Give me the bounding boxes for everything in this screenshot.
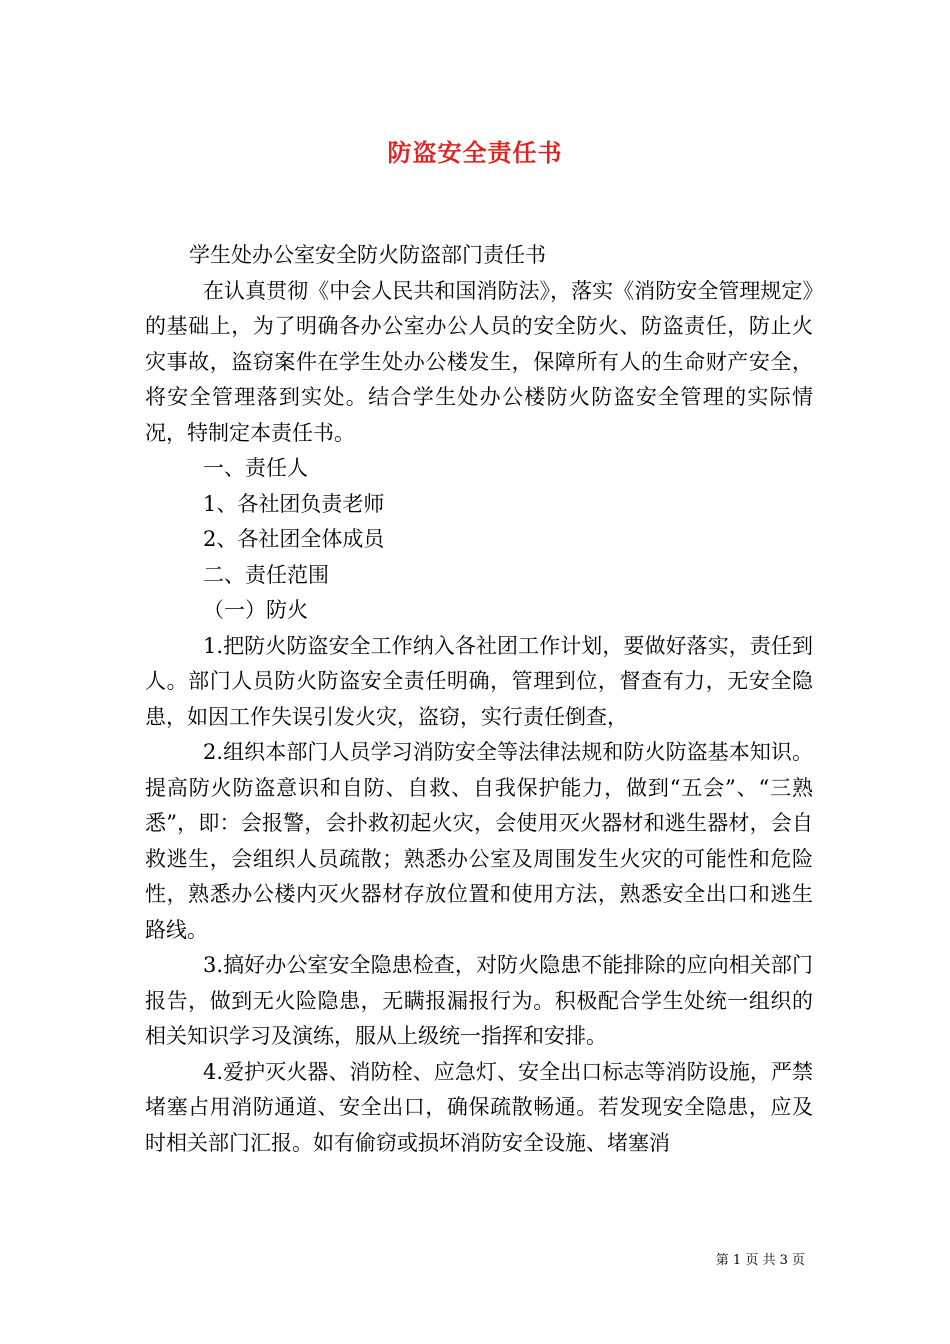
- section-heading-responsible-persons: 一、责任人: [203, 456, 308, 480]
- list-item-all-members: 2、各社团全体成员: [203, 527, 385, 551]
- paragraph-item-3: 3.搞好办公室安全隐患检查，对防火隐患不能排除的应向相关部门报告，做到无火险隐患，无瞒报漏报行为。积极配合学生处统一组织的相关知识学习及演练，服从上级统一指挥和安排。: [145, 953, 813, 1048]
- paragraph-intro: 在认真贯彻《中会人民共和国消防法》，落实《消防安全管理规定》的基础上，为了明确各办公室办公人员的安全防火、防盗责任，防止火灾事故，盗窃案件在学生处办公楼发生，保障所有人的生命财产安全，将安全管理落到实处。结合学生处办公楼防火防盗安全管理的实际情况，特制定本责任书。: [145, 278, 813, 445]
- paragraph-item-1: 1.把防火防盗安全工作纳入各社团工作计划，要做好落实，责任到人。部门人员防火防盗安全责任明确，管理到位，督查有力，无安全隐患，如因工作失误引发火灾，盗窃，实行责任倒查，: [145, 633, 813, 729]
- document-body: [145, 238, 813, 1161]
- subsection-heading-fire-prevention: （一）防火: [203, 598, 308, 622]
- list-item-responsible-teachers: 1、各社团负责老师: [203, 491, 385, 516]
- document-title: 防盗安全责任书: [387, 138, 563, 167]
- section-heading-scope: 二、责任范围: [203, 562, 329, 587]
- paragraph-item-4: 4.爱护灭火器、消防栓、应急灯、安全出口标志等消防设施，严禁堵塞占用消防通道、安全出口，确保疏散畅通。若发现安全隐患，应及时相关部门汇报。如有偷窃或损坏消防安全设施、堵塞消: [145, 1059, 813, 1155]
- document-subtitle: 学生处办公室安全防火防盗部门责任书: [189, 243, 546, 267]
- paragraph-item-2: 2.组织本部门人员学习消防安全等法律法规和防火防盗基本知识。提高防火防盗意识和自防、自救、自我保护能力，做到“五会”、“三熟悉”，即：会报警，会扑救初起火灾，会使用灭火器材和逃生器材，会自救逃生，会组织人员疏散；熟悉办公室及周围发生火灾的可能性和危险性，熟悉办公楼内灭火器材存放位置和使用方法，熟悉安全出口和逃生路线。: [145, 740, 813, 942]
- page-number-footer: 第 1 页 共 3 页: [715, 1253, 805, 1268]
